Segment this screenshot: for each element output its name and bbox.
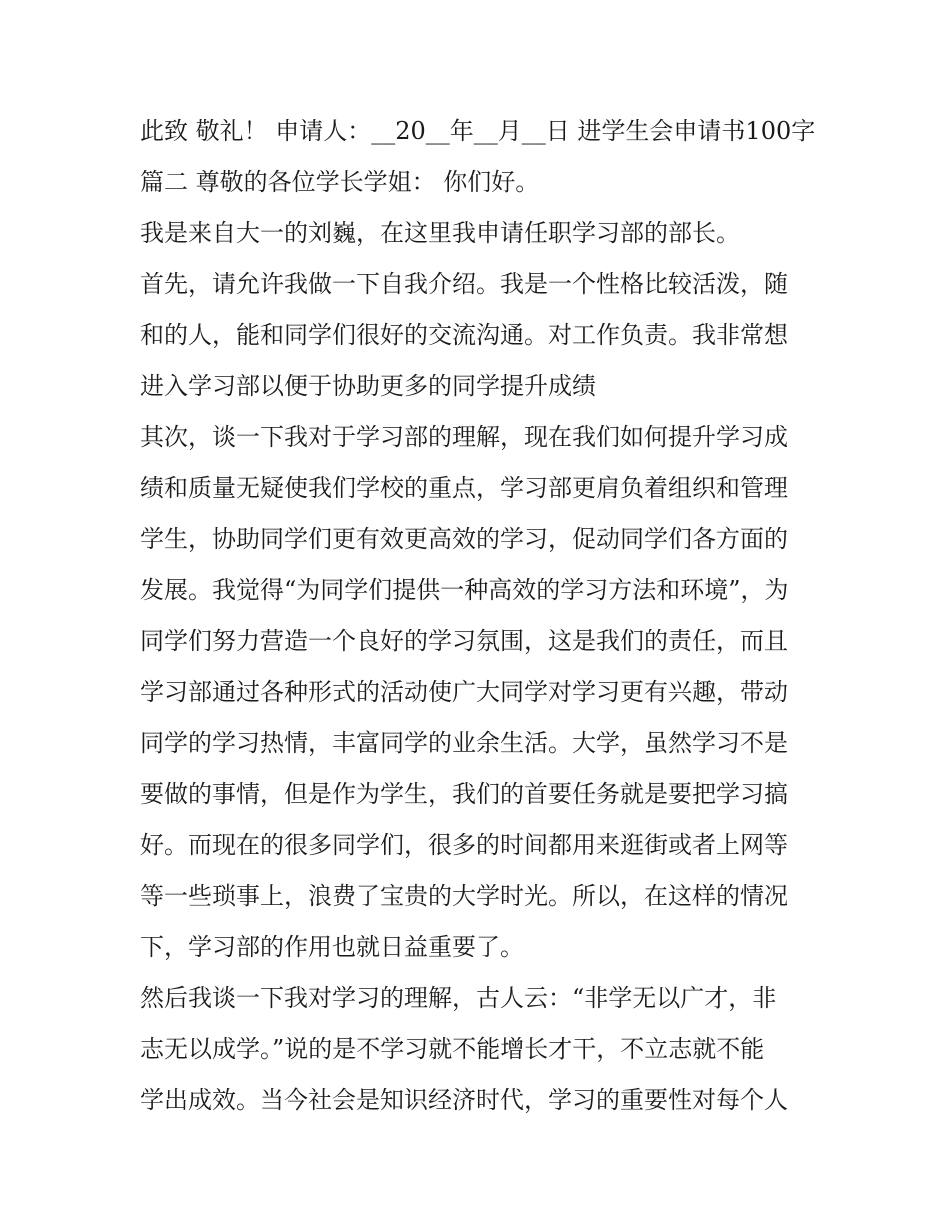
text-line: 发展。我觉得“为同学们提供一种高效的学习方法和环境”，为 [140, 576, 789, 604]
text-line: 等一些琐事上，浪费了宝贵的大学时光。所以，在这样的情况 [140, 882, 788, 910]
text-line: 其次，谈一下我对于学习部的理解，现在我们如何提升学习成 [140, 423, 788, 451]
text-line: 篇二 尊敬的各位学长学姐： 你们好。 [140, 168, 540, 196]
text-line: 和的人，能和同学们很好的交流沟通。对工作负责。我非常想 [140, 321, 788, 349]
text-line: 同学的学习热情，丰富同学的业余生活。大学，虽然学习不是 [140, 729, 788, 757]
text-line: 我是来自大一的刘巍，在这里我申请任职学习部的部长。 [140, 219, 740, 247]
text-line: 好。而现在的很多同学们，很多的时间都用来逛街或者上网等 [140, 831, 788, 859]
text-line: 学生，协助同学们更有效更高效的学习，促动同学们各方面的 [140, 525, 788, 553]
text-line: 学习部通过各种形式的活动使广大同学对学习更有兴趣，带动 [140, 678, 788, 706]
text-line: 学出成效。当今社会是知识经济时代，学习的重要性对每个人 [140, 1086, 788, 1114]
document-body [140, 106, 820, 1126]
text-line: 要做的事情，但是作为学生，我们的首要任务就是要把学习搞 [140, 780, 788, 808]
text-line: 然后我谈一下我对学习的理解，古人云：“非学无以广才，非 [140, 984, 777, 1012]
text-line: 进入学习部以便于协助更多的同学提升成绩 [140, 372, 596, 400]
text-line: 下，学习部的作用也就日益重要了。 [140, 933, 524, 961]
text-line: 同学们努力营造一个良好的学习氛围，这是我们的责任，而且 [140, 627, 788, 655]
text-line: 首先，请允许我做一下自我介绍。我是一个性格比较活泼，随 [140, 270, 788, 298]
text-line: 此致 敬礼！ 申请人：__20__年__月__日 进学生会申请书100字 [140, 117, 816, 145]
text-line: 志无以成学。”说的是不学习就不能增长才干，不立志就不能 [140, 1035, 765, 1063]
text-line: 绩和质量无疑使我们学校的重点，学习部更肩负着组织和管理 [140, 474, 788, 502]
